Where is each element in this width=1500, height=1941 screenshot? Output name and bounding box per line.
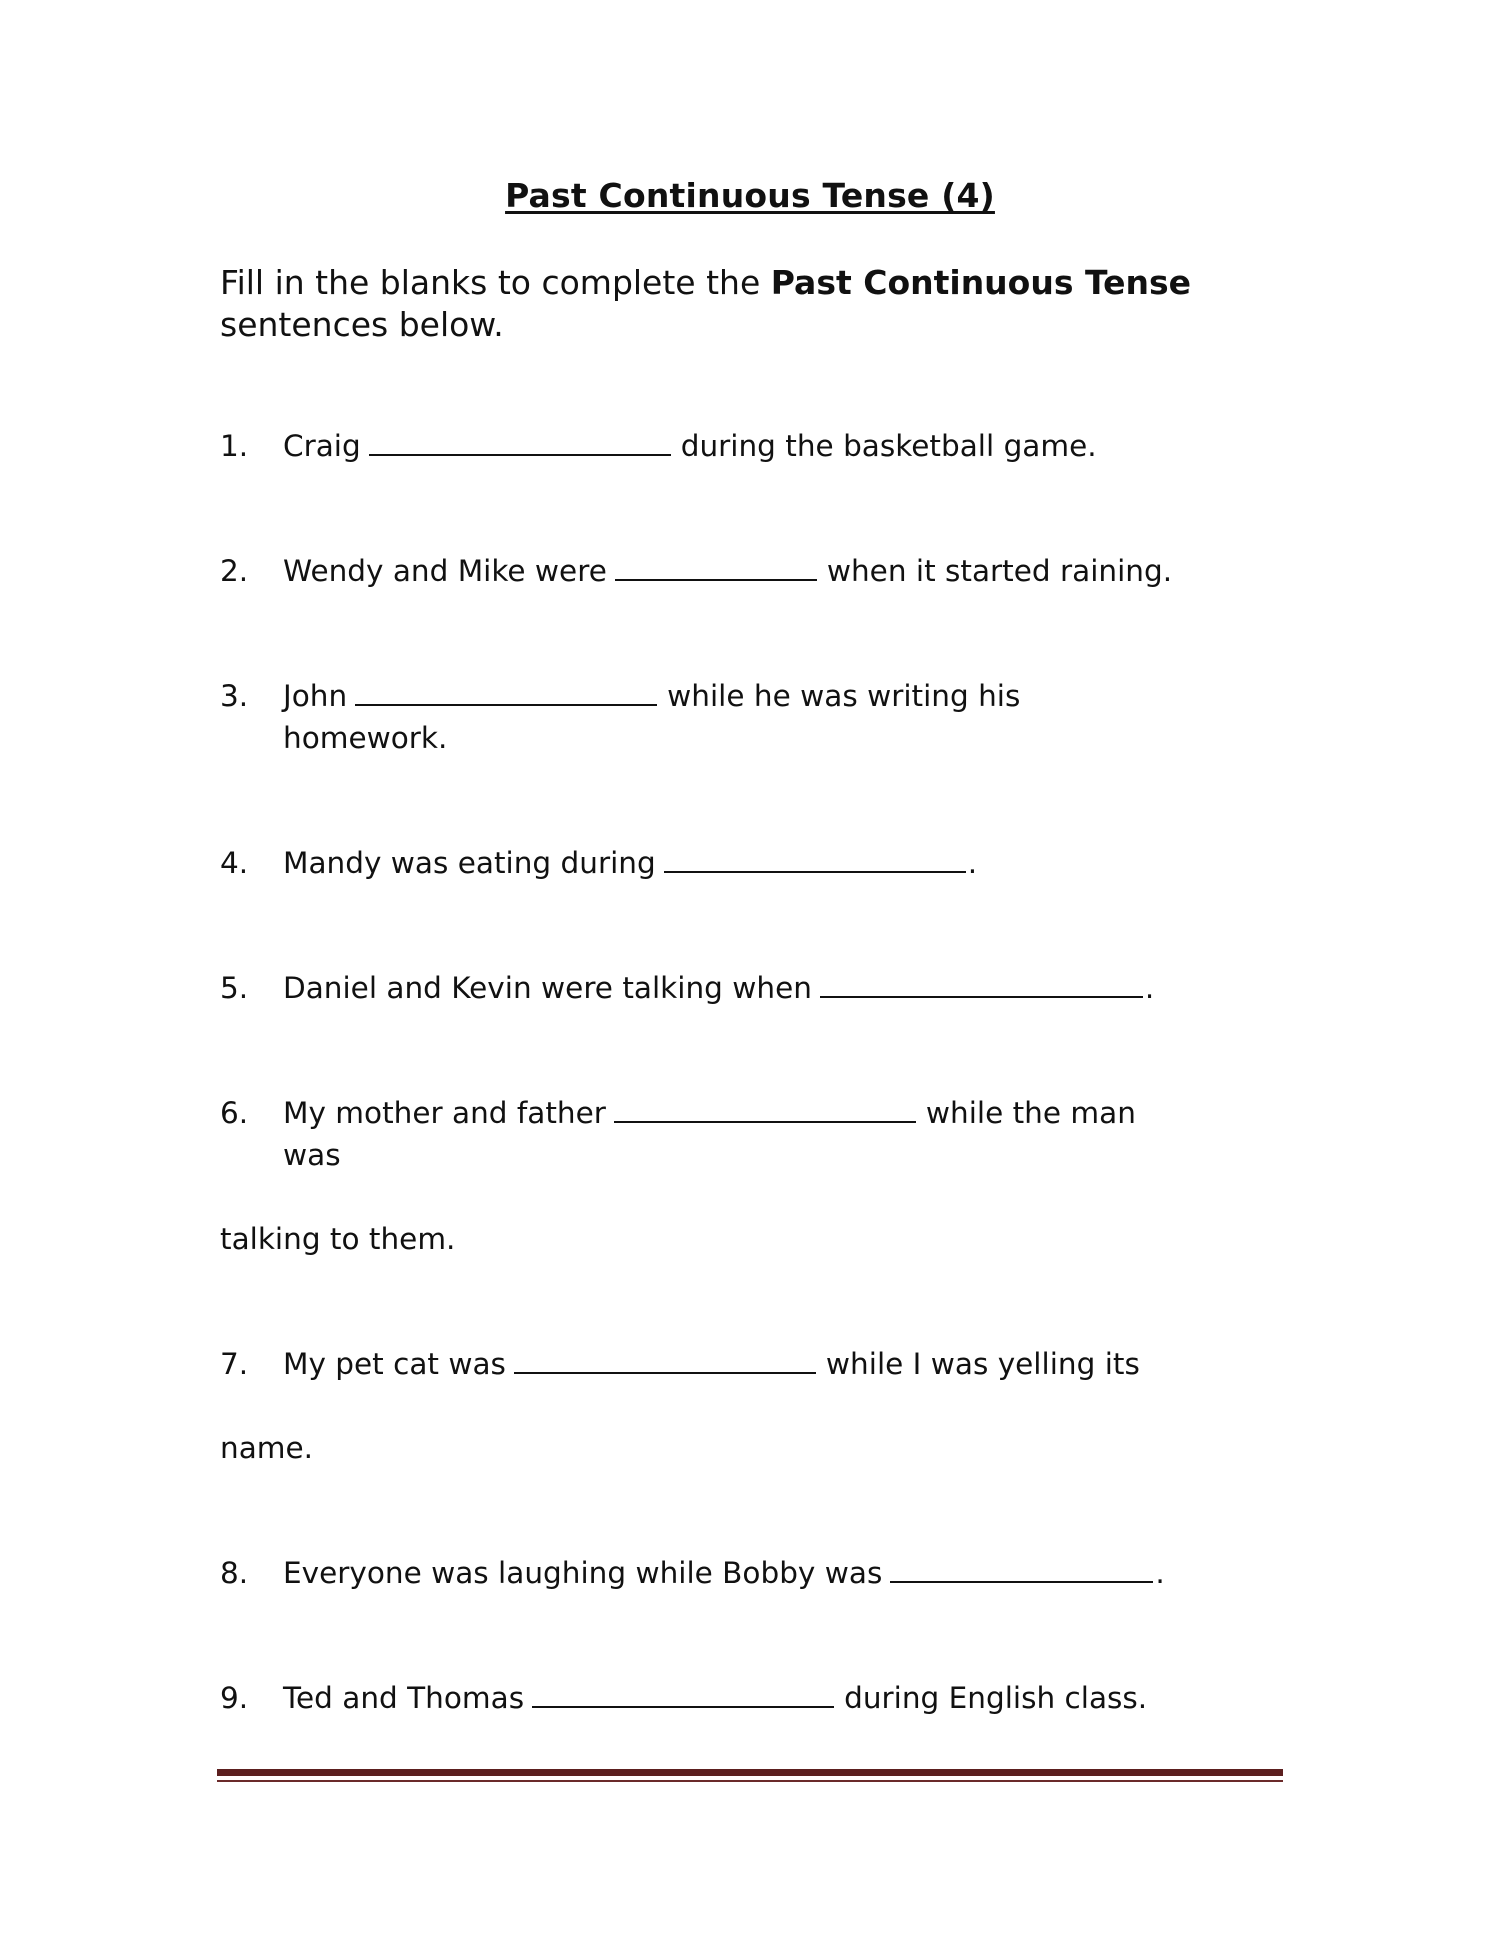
item-text-after: while the man [925,1096,1136,1130]
item-text-after: when it started raining. [826,554,1173,588]
instructions-bold: Past Continuous Tense [770,263,1192,302]
answer-blank[interactable] [369,432,671,456]
item-number: 3. [220,679,249,713]
item-text-before: My pet cat was [283,1347,506,1381]
item-text-before: Daniel and Kevin were talking when [283,971,812,1005]
item-text-before: My mother and father [283,1096,606,1130]
item-continuation: was [283,1138,341,1172]
item-number: 2. [220,554,249,588]
exercise-item-4 [220,842,977,884]
item-text-after: while he was writing his [667,679,1021,713]
item-number: 9. [220,1681,249,1715]
item-number: 8. [220,1556,249,1590]
footer-rule-thin [217,1780,1283,1782]
item-number: 5. [220,971,249,1005]
item-continuation: homework. [283,721,448,755]
item-text-before: Everyone was laughing while Bobby was [283,1556,883,1590]
item-text-after: . [1144,971,1155,1005]
answer-blank[interactable] [664,849,966,873]
item-text-after: . [967,846,978,880]
worksheet-title [0,176,1500,216]
instructions-prefix: Fill in the blanks to complete the [220,263,771,302]
footer-rule-thick [217,1769,1283,1776]
exercise-item-3 [220,675,1020,759]
answer-blank[interactable] [614,1099,916,1123]
title-text: Past Continuous Tense (4) [505,176,995,215]
item-6-overflow-line: talking to them. [220,1222,456,1256]
item-text-before: Ted and Thomas [283,1681,525,1715]
exercise-item-8 [220,1552,1165,1594]
item-text-after: . [1155,1556,1165,1590]
item-number: 6. [220,1096,249,1130]
exercise-item-9 [220,1677,1147,1719]
item-text-before: John [283,679,348,713]
item-text-after: during English class. [844,1681,1148,1715]
answer-blank[interactable] [532,1684,834,1708]
item-number: 7. [220,1347,249,1381]
item-7-overflow-line: name. [220,1431,314,1465]
item-text-before: Craig [283,429,361,463]
item-number: 1. [220,429,249,463]
item-text-before: Wendy and Mike were [283,554,607,588]
instructions [220,262,1300,346]
exercise-item-7 [220,1343,1140,1385]
answer-blank[interactable] [820,974,1143,998]
answer-blank[interactable] [355,682,657,706]
exercise-item-2 [220,550,1172,592]
item-text-before: Mandy was eating during [283,846,656,880]
instructions-suffix: sentences below. [220,305,504,344]
answer-blank[interactable] [615,557,817,581]
answer-blank[interactable] [890,1559,1153,1583]
exercise-item-5 [220,967,1154,1009]
exercise-item-1 [220,425,1097,467]
item-text-after: during the basketball game. [680,429,1097,463]
exercise-item-6 [220,1092,1136,1176]
answer-blank[interactable] [514,1350,816,1374]
item-text-after: while I was yelling its [825,1347,1140,1381]
item-number: 4. [220,846,249,880]
